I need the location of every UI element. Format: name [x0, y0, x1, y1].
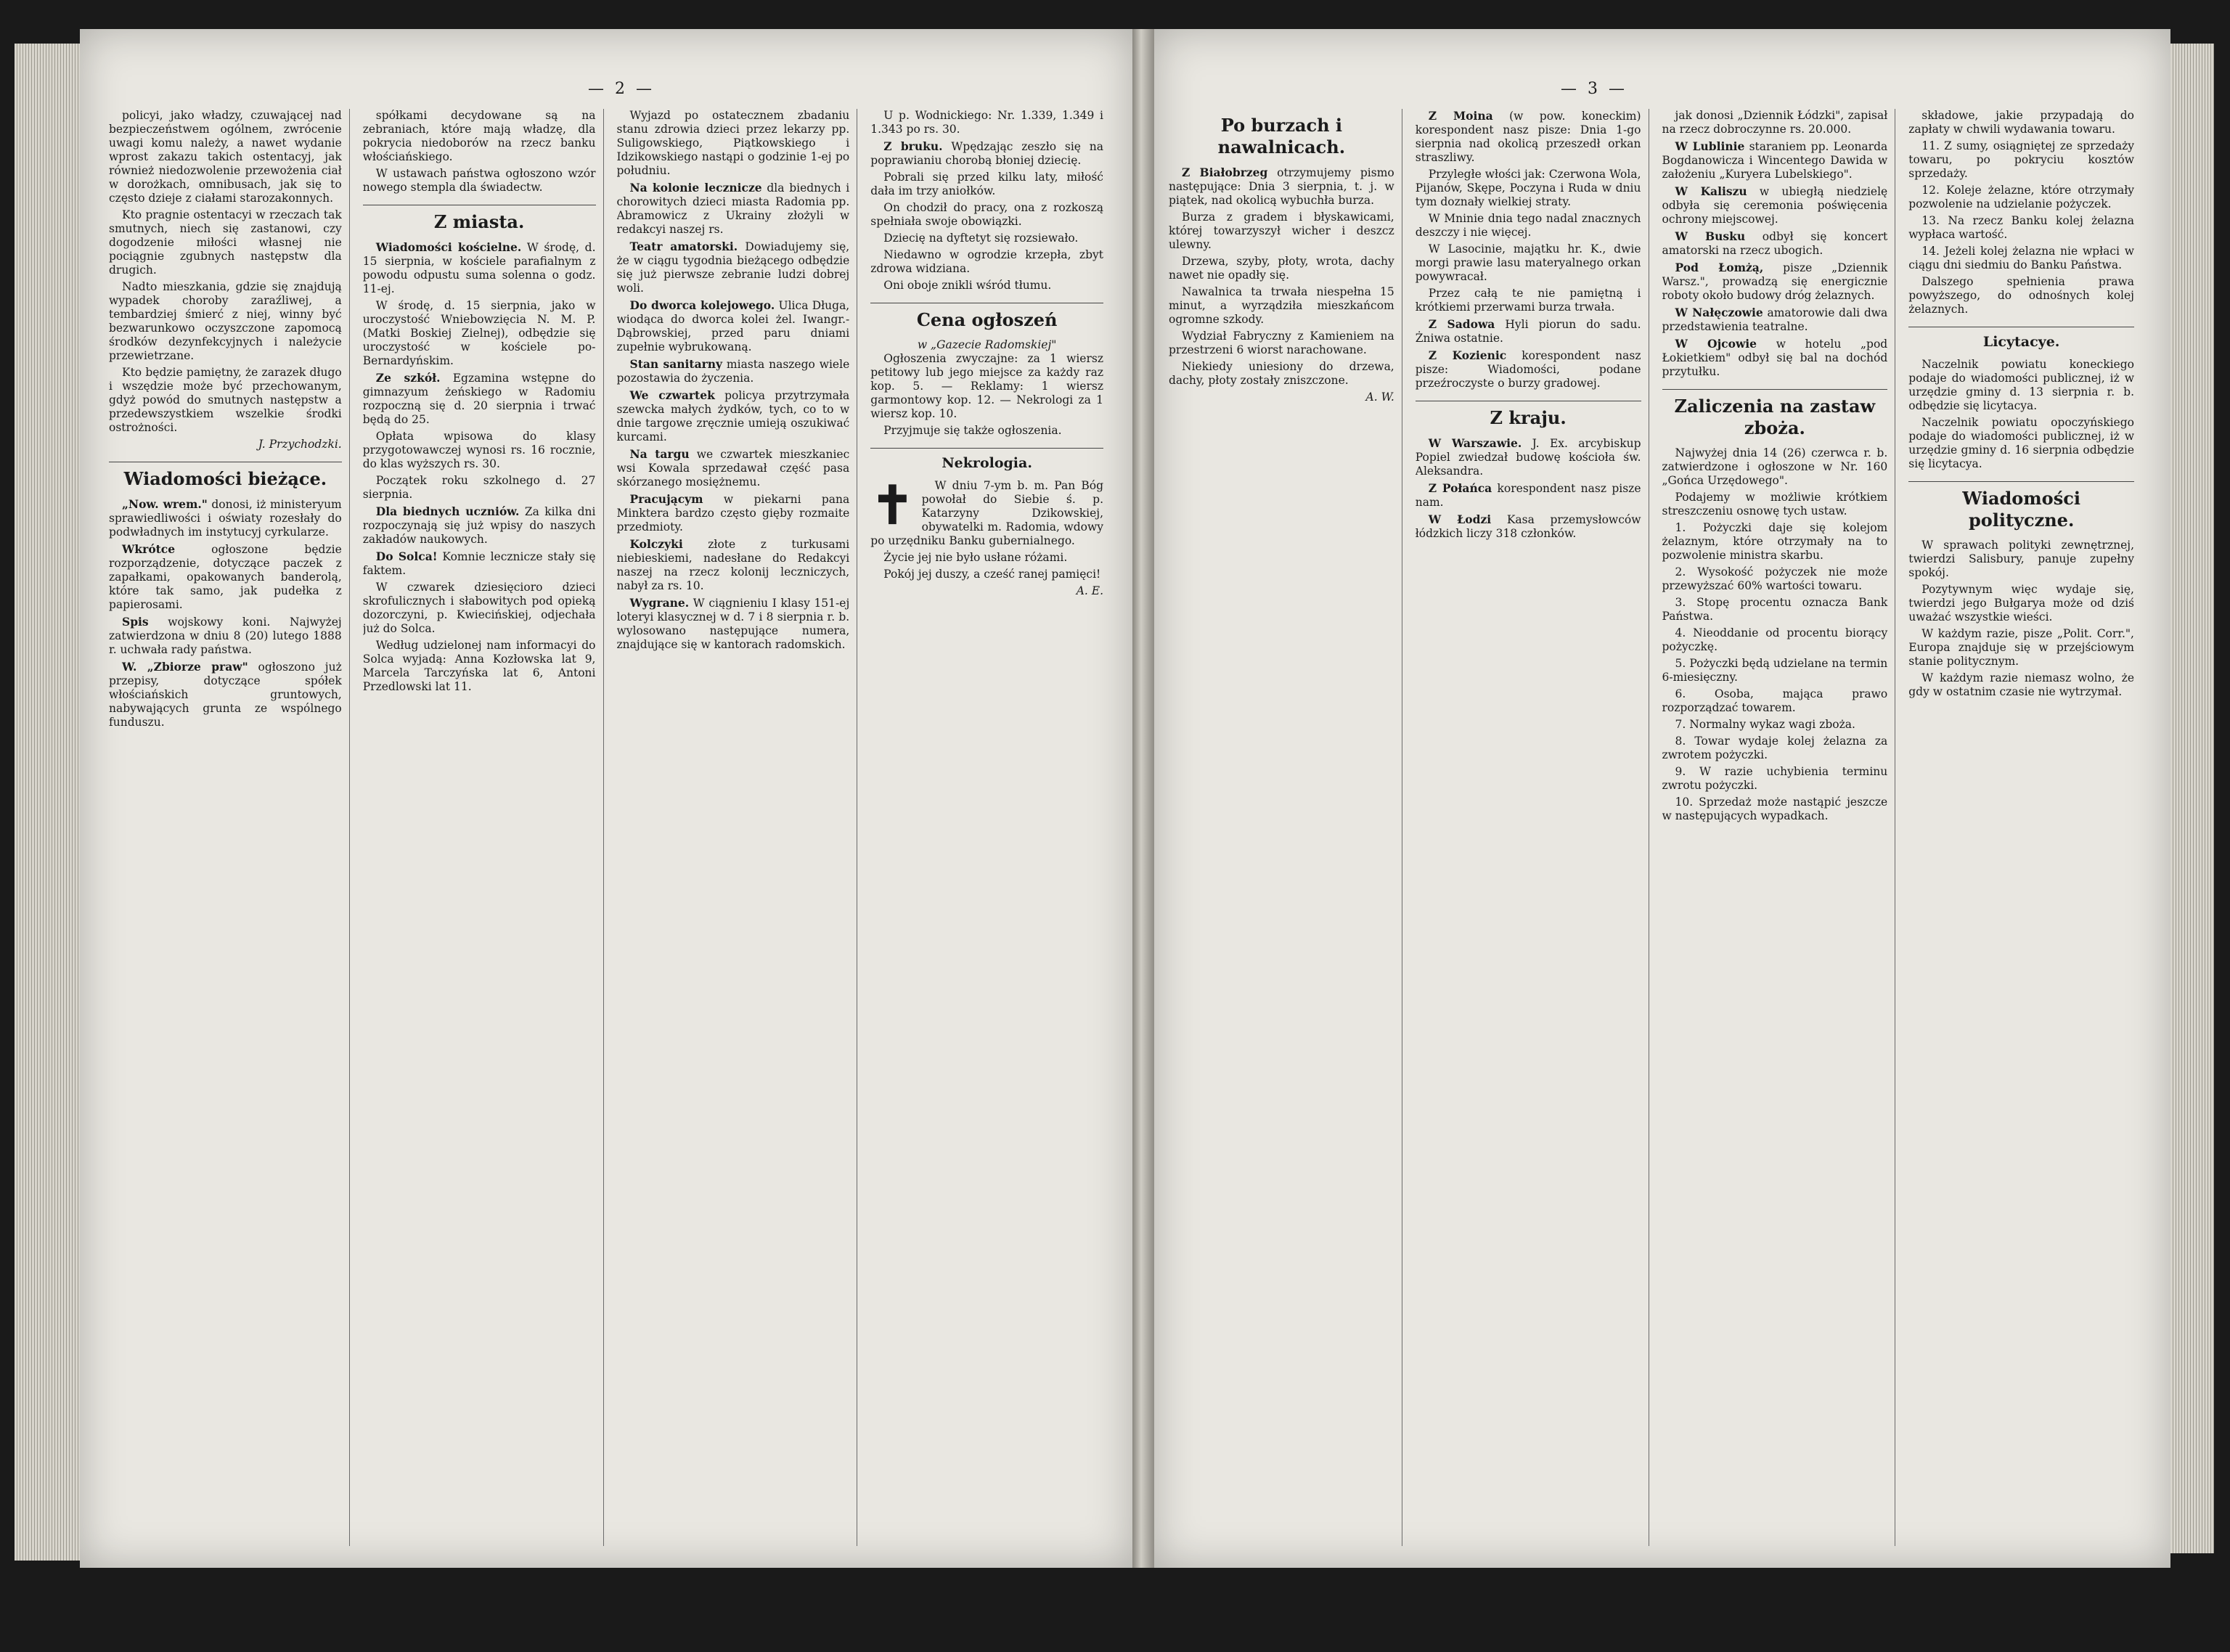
right-column-2 [1416, 109, 1649, 1546]
paragraph: Podajemy w możliwie krótkiem streszczeniu osnowę tych ustaw. [1662, 491, 1888, 518]
cross-icon: ✝ [870, 474, 915, 536]
paragraph: ogłoszone będzie rozporządzenie, dotyczące paczek z zapałkami, opakowanych banderolą, które tak samo, jak pudełka z papierosami. [109, 543, 342, 611]
page-edge-stack-left [15, 44, 80, 1561]
paragraph: Przyległe włości jak: Czerwona Wola, Pijanów, Skępe, Poczyna i Ruda w dniu tym doznały wielkiej straty. [1415, 168, 1641, 208]
lead-term: Kolczyki [629, 537, 683, 551]
author-signature: A. E. [1076, 584, 1103, 597]
lead-term: Z Połańca [1428, 481, 1492, 495]
paragraph: Dalszego spełnienia prawa powyższego, do odnośnych kolej żelaznych. [1908, 275, 2134, 316]
lead-term: Pod Łomżą, [1675, 261, 1764, 274]
paragraph: Komnie lecznicze stały się faktem. [362, 550, 596, 577]
lead-term: Na targu [629, 447, 690, 461]
book-spine [1132, 29, 1154, 1568]
paragraph: Pozytywnym więc wydaje się, twierdzi jego Bułgarya może od dziś uważać wszystkie wieści. [1908, 583, 2134, 623]
paragraph: W środę, d. 15 sierpnia, jako w uroczystość Wniebowzięcia N. M. P. (Matki Boskiej Zielnej), odbędzie się uroczystość w kościele po-Bernardyńskim. [362, 299, 596, 367]
paragraph: Przyjmuje się także ogłoszenia. [883, 424, 1062, 437]
paragraph: spółkami decydowane są na zebraniach, które mają władzę, dla pokrycia niedoborów na rzecz banku włościańskiego. [362, 109, 596, 163]
paragraph: otrzymujemy pismo następujące: Dnia 3 sierpnia, t. j. w piątek, nad okolicą wybuchła burza. [1169, 166, 1394, 207]
paragraph: 2. Wysokość pożyczek nie może przewyższać 60% wartości towaru. [1662, 565, 1888, 592]
paragraph: Oni oboje znikli wśród tłumu. [883, 279, 1052, 292]
paragraph: miasta naszego wiele pozostawia do życzenia. [616, 358, 850, 385]
lead-term: „Now. wrem." [122, 497, 208, 511]
paragraph: Egzamina wstępne do gimnazyum żeńskiego w Radomiu rozpoczną się d. 20 sierpnia i trwać będą do 25. [362, 372, 596, 426]
lead-term: Z Sadowa [1428, 317, 1495, 331]
paragraph: Kto pragnie ostentacyi w rzeczach tak smutnych, niech się zastanowi, czy dogodzenie miłości własnej nie pociągnie zgubnych następstw dla drugich. [109, 208, 342, 277]
paragraph: Drzewa, szyby, płoty, wrota, dachy nawet nie opadły się. [1169, 255, 1394, 282]
paragraph: dla biednych i chorowitych dzieci miasta Radomia pp. Abramowicz z Ukrainy złożyli w redakcyi naszej rs. [616, 181, 850, 236]
paragraph: wojskowy koni. Najwyżej zatwierdzona w dniu 8 (20) lutego 1888 r. uchwała rady państwa. [109, 616, 342, 656]
lead-term: W Łodzi [1428, 512, 1492, 526]
section-heading-politics: Wiadomości polityczne. [1908, 481, 2134, 531]
paragraph: Najwyżej dnia 14 (26) czerwca r. b. zatwierdzone i ogłoszone w Nr. 160 „Gońca Urzędowego". [1662, 446, 1888, 487]
paragraph: we czwartek mieszkaniec wsi Kowala sprzedawał część pasa skórzanego mosiężnemu. [616, 448, 850, 488]
paragraph: złote z turkusami niebieskiemi, nadesłane do Redakcyi naszej na rzecz kolonij leczniczych, nabył za rs. 10. [616, 538, 850, 592]
section-heading-city: Z miasta. [363, 205, 596, 233]
paragraph: Nadto mieszkania, gdzie się znajdują wypadek choroby zaraźliwej, a tembardziej śmierć z niej, winny być bezwarunkowo oczyszczone zapomocą środków dezynfekcyjnych i należycie przewietrzane. [109, 280, 342, 362]
lead-term: Dla biednych uczniów. [375, 504, 520, 518]
paragraph: Przez całą te nie pamiętną i krótkiemi przerwami burza trwała. [1415, 287, 1641, 314]
lead-term: Z Kozienic [1428, 348, 1507, 362]
paragraph: jak donosi „Dziennik Łódzki", zapisał na rzecz dobroczynne rs. 20.000. [1662, 109, 1888, 136]
paragraph: 4. Nieoddanie od procentu biorący pożyczkę. [1662, 626, 1888, 653]
paragraph: korespondent nasz pisze nam. [1415, 482, 1641, 509]
lead-term: W Lublinie [1675, 139, 1745, 153]
lead-term: Z Moina [1428, 109, 1493, 123]
paragraph: Wpędzając zeszło się na poprawianiu chorobą błoniej dziecię. [870, 140, 1103, 167]
paragraph: W każdym razie niemasz wolno, że gdy w ostatnim czasie nie wytrzymał. [1908, 671, 2134, 698]
section-heading-obituaries: Nekrologia. [870, 448, 1103, 472]
paragraph: W środę, d. 15 sierpnia, w kościele parafialnym z powodu odpustu suma solenna o godz. 11-ej. [362, 241, 596, 295]
paragraph: 9. W razie uchybienia terminu zwrotu pożyczki. [1662, 765, 1888, 792]
paragraph: 8. Towar wydaje kolej żelazna za zwrotem pożyczki. [1662, 735, 1888, 761]
paragraph: Ogłoszenia zwyczajne: za 1 wiersz petitowy lub jego miejsce za każdy raz kop. 5. — Reklamy: 1 wiersz garmontowy kop. 12. — Nekrologi za 1 wiersz kop. 10. [870, 352, 1103, 420]
paragraph: Dowiadujemy się, że w ciągu tygodnia bieżącego odbędzie się już pierwsze zebranie ludzi dobrej woli. [616, 240, 850, 295]
paragraph: w ubiegłą niedzielę odbyła się ceremonia poświęcenia ochrony miejscowej. [1662, 185, 1888, 226]
paragraph: Wydział Fabryczny z Kamieniem na przestrzeni 6 wiorst narachowane. [1169, 330, 1394, 356]
page-number-left: — 2 — [588, 80, 655, 98]
paragraph: W dniu 7-ym b. m. Pan Bóg powołał do Siebie ś. p. Katarzyny Dzikowskiej, obywatelki m. Radomia, wdowy po urzędniku Banku gubernialnego. [870, 479, 1103, 547]
paragraph: Niekiedy uniesiony do drzewa, dachy, płoty zostały zniszczone. [1169, 360, 1394, 387]
paragraph: Kto będzie pamiętny, że zarazek długo i wszędzie może być przechowanym, gdyż powód do smutnych następstw a przedewszystkiem wszelkie środki ostrożności. [109, 366, 342, 434]
paragraph: W czwarek dziesięcioro dzieci skrofulicznych i słabowitych pod opieką dozorczyni, p. Kwiecińskiej, odjechała już do Solca. [362, 581, 596, 635]
paragraph: 10. Sprzedaż może nastąpić jeszcze w następujących wypadkach. [1662, 796, 1888, 822]
paragraph: Naczelnik powiatu opoczyńskiego podaje do wiadomości publicznej, iż w urzędzie gminy d. 16 sierpnia odbędzie się licytacya. [1908, 416, 2134, 470]
paragraph: Początek roku szkolnego d. 27 sierpnia. [362, 474, 596, 501]
paragraph: 3. Stopę procentu oznacza Bank Państwa. [1662, 596, 1888, 623]
paragraph: W sprawach polityki zewnętrznej, twierdzi Salisbury, panuje zupełny spokój. [1908, 539, 2134, 579]
paragraph: Według udzielonej nam informacyi do Solca wyjadą: Anna Kozłowska lat 9, Marcela Tarczyńska lat 6, Antoni Przedlowski lat 11. [362, 639, 596, 693]
lead-term: Wiadomości kościelne. [375, 240, 522, 254]
paragraph: W każdym razie, pisze „Polit. Corr.", Europa znajduje się w przejściowym stanie politycznym. [1908, 627, 2134, 668]
paragraph: policya przytrzymała szewcka małych żydków, tych, co to w dnie targowe zręcznie umieją oszukiwać kurcami. [616, 389, 850, 443]
paragraph: On chodził do pracy, ona z rozkoszą spełniała swoje obowiązki. [870, 201, 1103, 228]
paragraph: Życie jej nie było usłane różami. [883, 551, 1068, 564]
paragraph: W ciągnieniu I klasy 151-ej loteryi klasycznej w d. 7 i 8 sierpnia r. b. wylosowano następujące numera, znajdujące się w kantorach radomskich. [616, 597, 850, 651]
paragraph: odbył się koncert amatorski na rzecz ubogich. [1662, 230, 1888, 257]
paragraph: pisze „Dziennik Warsz.", prowadzą się energicznie roboty około budowy dróg żelaznych. [1662, 261, 1888, 302]
left-column-1 [109, 109, 350, 1546]
lead-term: Ze szkół. [375, 371, 441, 385]
lead-term: Wkrótce [122, 542, 176, 556]
section-heading-grain-pledge: Zaliczenia na zastaw zboża. [1662, 389, 1888, 439]
lead-term: Do dworca kolejowego. [629, 298, 775, 312]
paragraph: 11. Z sumy, osiągniętej ze sprzedaży towaru, po pokryciu kosztów sprzedaży. [1908, 139, 2134, 180]
paragraph: Nawalnica ta trwała niespełna 15 minut, a wyrządziła mieszkańcom ogromne szkody. [1169, 285, 1394, 326]
paragraph: Pokój jej duszy, a cześć ranej pamięci! [883, 568, 1101, 581]
lead-term: W. „Zbiorze praw" [122, 660, 248, 674]
lead-term: Z Białobrzeg [1182, 165, 1268, 179]
lead-term: W Warszawie. [1428, 436, 1522, 450]
paragraph: Za kilka dni rozpoczynają się już wpisy do naszych zakładów naukowych. [362, 505, 596, 546]
left-page [80, 29, 1132, 1568]
lead-term: Do Solca! [375, 549, 438, 563]
paragraph: Opłata wpisowa do klasy przygotowawczej wynosi rs. 16 rocznie, do klas wyższych rs. 30. [362, 430, 596, 470]
lead-term: Z bruku. [883, 139, 943, 153]
paragraph: 7. Normalny wykaz wagi zboża. [1675, 718, 1855, 731]
paragraph: 6. Osoba, mająca prawo rozporządzać towarem. [1662, 687, 1888, 714]
right-column-4 [1908, 109, 2141, 1546]
paragraph: amatorowie dali dwa przedstawienia teatralne. [1662, 306, 1888, 333]
lead-term: We czwartek [629, 388, 715, 402]
paragraph: U p. Wodnickiego: Nr. 1.339, 1.349 i 1.343 po rs. 30. [870, 109, 1103, 136]
paragraph: W Lasocinie, majątku hr. K., dwie morgi prawie lasu materyalnego orkan powywracał. [1415, 242, 1641, 283]
lead-term: Pracującym [629, 492, 703, 506]
section-heading-storms: Po burzach i nawalnicach. [1217, 115, 1346, 158]
right-page [1154, 29, 2170, 1568]
page-edge-stack-right [2170, 44, 2214, 1553]
paragraph: donosi, iż ministeryum sprawiedliwości i oświaty rozesłały do podwładnych im instytucyj cyrkularze. [109, 498, 342, 539]
paragraph: Wyjazd po ostatecznem zbadaniu stanu zdrowia dzieci przez lekarzy pp. Suligowskiego, Piątkowskiego i Idzikowskiego nastąpi o godzinie 1-ej po południu. [616, 109, 850, 177]
paragraph: korespondent nasz pisze: Wiadomości, podane przeźroczyste o burzy gradowej. [1415, 349, 1641, 390]
paragraph: Ulica Długa, wiodąca do dworca kolei żel. Iwangr.-Dąbrowskiej, przed paru dniami zupełnie wybrukowaną. [616, 299, 850, 353]
section-heading-country: Z kraju. [1416, 401, 1641, 429]
section-heading-ad-prices: Cena ogłoszeń [870, 303, 1103, 331]
paragraph: 5. Pożyczki będą udzielane na termin 6-miesięczny. [1662, 657, 1888, 684]
paragraph: 1. Pożyczki daje się kolejom żelaznym, które otrzymały na to pozwolenie ministra skarbu. [1662, 521, 1888, 562]
page-number-right: — 3 — [1561, 80, 1627, 98]
paragraph: Kasa przemysłowców łódzkich liczy 318 członków. [1415, 513, 1641, 540]
paragraph: Hyli piorun do sadu. Żniwa ostatnie. [1415, 318, 1641, 345]
paragraph: W Mninie dnia tego nadal znacznych deszczy i nie więcej. [1415, 212, 1641, 239]
paragraph: ogłoszono już przepisy, dotyczące spółek włościańskich gruntowych, nabywających grunta ze wspólnego funduszu. [109, 661, 342, 729]
left-column-2 [363, 109, 604, 1546]
paragraph: W ustawach państwa ogłoszono wzór nowego stempla dla świadectw. [362, 167, 596, 194]
right-column-1 [1169, 109, 1402, 1546]
lead-term: W Nałęczowie [1675, 306, 1763, 319]
lead-term: Spis [122, 615, 149, 629]
lead-term: W Ojcowie [1675, 337, 1757, 351]
paragraph: 12. Koleje żelazne, które otrzymały pozwolenie na udzielanie pożyczek. [1908, 184, 2134, 210]
lead-term: Na kolonie lecznicze [629, 181, 762, 195]
lead-term: W Busku [1675, 229, 1746, 243]
paragraph: Pobrali się przed kilku laty, miłość dała im trzy aniołków. [870, 171, 1103, 197]
paragraph: Dziecię na dyftetyt się rozsiewało. [883, 232, 1079, 245]
paragraph: w hotelu „pod Łokietkiem" odbył się bal na dochód przytułku. [1662, 338, 1888, 378]
lead-term: Teatr amatorski. [629, 240, 738, 253]
paragraph: policyi, jako władzy, czuwającej nad bezpieczeństwem ogólnem, zwrócenie uwagi komu należy, a nawet wydanie wprost zakazu takich ostentacyj, jak również niedozwolenie przewożenia ciał w dorożkach, omnibusach, jak się to często dzieje z ciałami starozakonnych. [109, 109, 342, 205]
paragraph: Naczelnik powiatu koneckiego podaje do wiadomości publicznej, iż w urzędzie gminy d. 13 sierpnia r. b. odbędzie się licytacya. [1908, 358, 2134, 412]
paragraph: składowe, jakie przypadają do zapłaty w chwili wydawania towaru. [1908, 109, 2134, 136]
left-column-3 [617, 109, 858, 1546]
paragraph: w piekarni pana Minktera bardzo często gięby rozmaite przedmioty. [616, 493, 850, 533]
paragraph: 13. Na rzecz Banku kolej żelazna wypłaca wartość. [1908, 214, 2134, 241]
left-column-4 [870, 109, 1111, 1546]
paragraph: Burza z gradem i błyskawicami, której towarzyszył wicher i deszcz ulewny. [1169, 210, 1394, 251]
lead-term: Wygrane. [629, 596, 690, 610]
paragraph: J. Ex. arcybiskup Popiel zwiedzał budowę kościoła św. Aleksandra. [1415, 437, 1641, 478]
section-heading-auctions: Licytacye. [1908, 327, 2134, 351]
paragraph: Niedawno w ogrodzie krzepła, zbyt zdrowa widziana. [870, 248, 1103, 275]
lead-term: Stan sanitarny [629, 357, 723, 371]
right-column-3 [1662, 109, 1896, 1546]
paragraph: 14. Jeżeli kolej żelazna nie wpłaci w ciągu dni siedmiu do Banku Państwa. [1908, 245, 2134, 271]
author-signature: A. W. [1365, 390, 1394, 404]
lead-term: W Kaliszu [1675, 184, 1747, 198]
paragraph: (w pow. koneckim) korespondent nasz pisze: Dnia 1-go sierpnia nad okolicą przeszedł orkan straszliwy. [1415, 110, 1641, 164]
section-subheading: w „Gazecie Radomskiej" [917, 338, 1057, 351]
section-heading-current-news: Wiadomości bieżące. [109, 462, 342, 490]
paragraph: staraniem pp. Leonarda Bogdanowicza i Wincentego Dawida w założeniu „Kuryera Lubelskiego". [1662, 140, 1888, 181]
author-signature: J. Przychodzki. [258, 438, 342, 451]
